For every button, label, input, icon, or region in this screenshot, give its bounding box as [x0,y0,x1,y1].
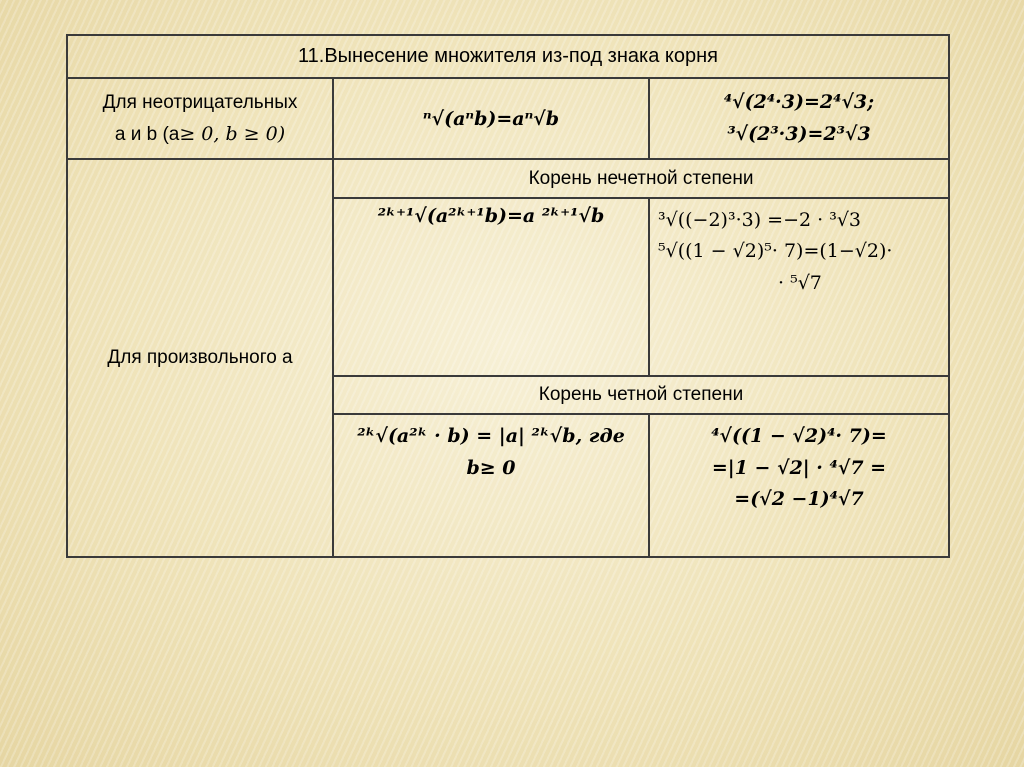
table-title-text: 11.Вынесение множителя из-под знака корня [298,44,718,67]
even-root-header-text: Корень четной степени [538,383,744,405]
nonnegative-label-line1: Для неотрицательных [102,92,298,114]
even-example-line3: =(√2 −1)⁴√7 [734,487,864,510]
nonnegative-label-cell [67,78,333,160]
table-title [67,35,949,78]
odd-root-formula [333,198,649,375]
nonnegative-formula [333,78,649,160]
even-example-line1: ⁴√((1 − √2)⁴· 7)= [711,425,887,448]
even-formula-line2: b≥ 0 [466,456,516,479]
nonnegative-label-math: ≥ 0, b ≥ 0) [179,122,286,145]
odd-root-formula-text: ²ᵏ⁺¹√(a²ᵏ⁺¹b)=a ²ᵏ⁺¹√b [377,205,605,228]
even-formula-line1: ²ᵏ√(a²ᵏ · b) = |a| ²ᵏ√b, где [357,425,625,448]
odd-example-line2: ⁵√((1 − √2)⁵· 7)=(1−√2)· [658,240,893,263]
arbitrary-label-cell [67,159,333,557]
odd-example-line3: · ⁵√7 [778,271,822,294]
nonnegative-example-line2: ³√(2³·3)=2³√3 [727,122,871,145]
even-root-formula [333,414,649,557]
even-root-example [649,414,949,557]
arbitrary-label: Для произвольного a [107,347,293,369]
nonnegative-formula-text: ⁿ√(aⁿb)=aⁿ√b [422,107,560,130]
odd-root-example [649,198,949,375]
odd-example-line1: ³√((−2)³·3) =−2 · ³√3 [658,209,862,232]
even-example-line2: =|1 − √2| · ⁴√7 = [711,456,887,479]
even-root-header [333,376,949,415]
nonnegative-label-prefix: a и b (a [114,123,180,145]
root-extraction-table [66,34,950,558]
nonnegative-example-line1: ⁴√(2⁴·3)=2⁴√3; [723,91,875,114]
odd-root-header-text: Корень нечетной степени [528,167,754,189]
nonnegative-example [649,78,949,160]
odd-root-header [333,159,949,198]
